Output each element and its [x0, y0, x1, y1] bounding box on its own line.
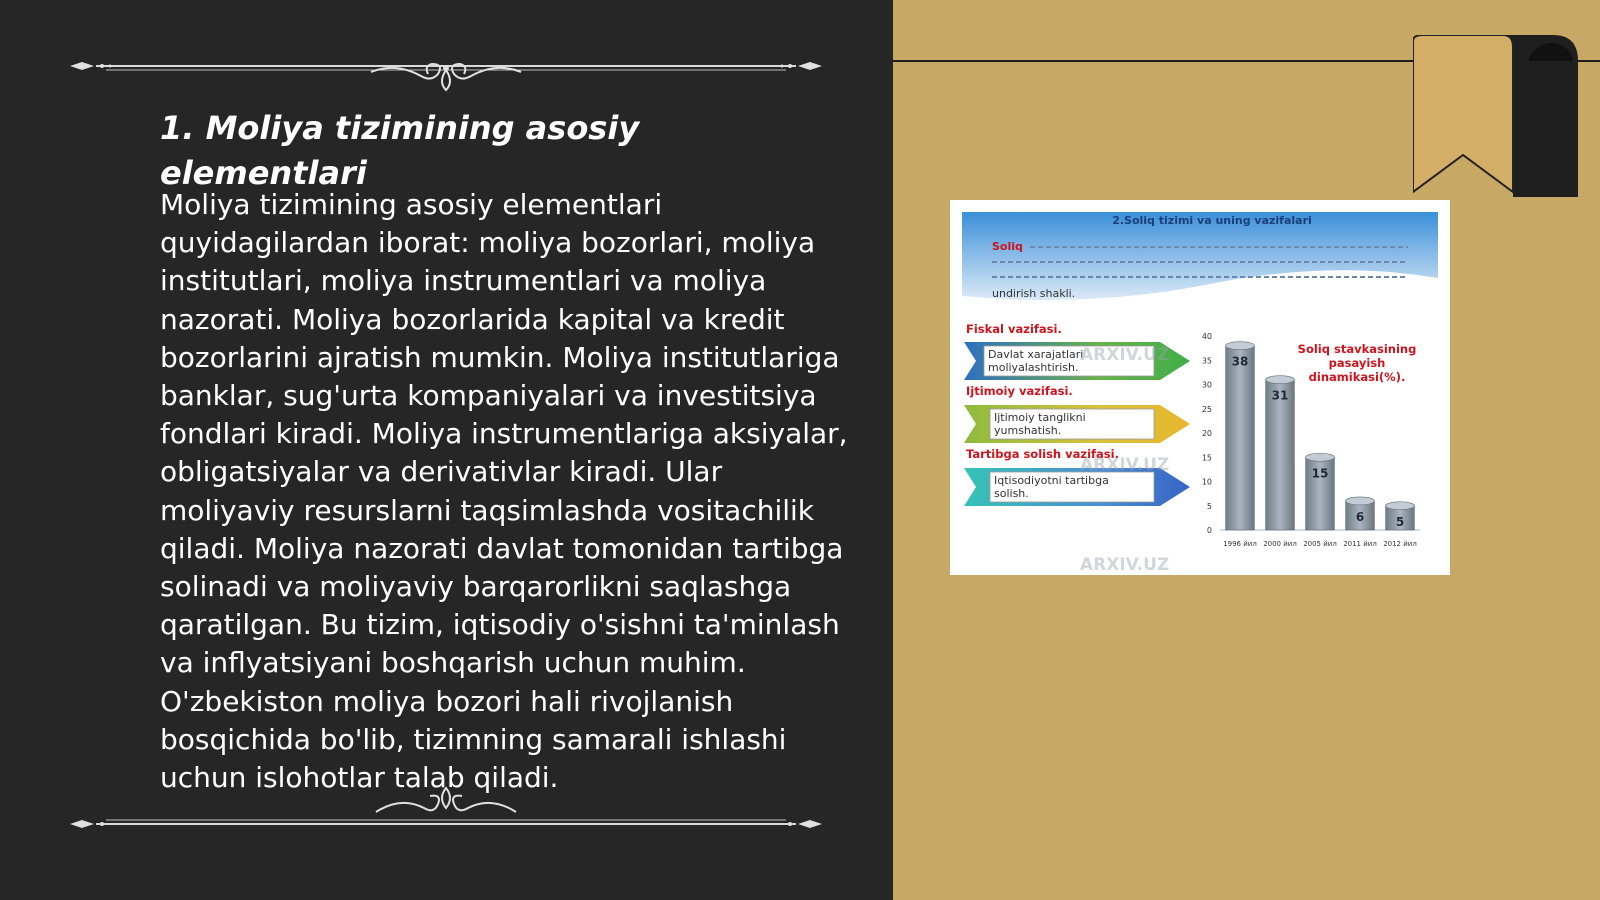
x-category-label: 2000 йил	[1263, 540, 1297, 548]
definition-end: undirish shakli.	[992, 287, 1076, 300]
bar	[1226, 346, 1255, 530]
y-tick-label: 35	[1201, 356, 1212, 366]
function-title: Fiskal vazifasi.	[966, 322, 1062, 336]
y-tick-label: 10	[1201, 477, 1212, 487]
picture-header: 2.Soliq tizimi va uning vazifalari	[1112, 214, 1312, 227]
y-tick-label: 30	[1201, 380, 1212, 390]
soliq-tizimi-image	[950, 200, 1450, 575]
bar-cap	[1386, 502, 1415, 510]
chart-caption-line3: dinamikasi(%).	[1308, 370, 1406, 384]
y-tick-label: 20	[1201, 429, 1212, 438]
bar-cap	[1266, 376, 1295, 384]
slide-body-text: Moliya tizimining asosiy elementlari quyidagilardan iborat: moliya bozorlari, moliya institutlari, moliya instrumentlari va moliya nazorati. Moliya bozorlarida kapital va kredit bozorlarini ajratish mumkin. Moliya institutlariga banklar, sug'urta kompaniyalari va investitsiya fondlari kiradi. Moliya instrumentlariga aksiyalar, obligatsiyalar va derivativlar kiradi. Ular moliyaviy resurslarni taqsimlashda vositachilik qiladi. Moliya nazorati davlat tomonidan tartibga solinadi va moliyaviy barqarorlikni saqlashga qaratilgan. Bu tizim, iqtisodiy o'sishni ta'minlash va inflyatsiyani boshqarish uchun muhim. O'zbekiston moliya bozori hali rivojlanish bosqichida bo'lib, tizimning samarali ishlashi uchun islohotlar talab qiladi.	[160, 188, 848, 795]
watermark: ARXIV.UZ	[1080, 555, 1170, 575]
function-text-line2: solish.	[994, 487, 1029, 500]
y-tick-label: 15	[1201, 453, 1212, 463]
watermark: ARXIV.UZ	[1080, 345, 1170, 365]
x-category-label: 2011 йил	[1343, 540, 1377, 548]
function-title: Ijtimoiy vazifasi.	[966, 384, 1073, 398]
y-tick-label: 40	[1201, 332, 1212, 341]
function-text-line2: moliyalashtirish.	[988, 361, 1079, 374]
function-text-line1: Davlat xarajatlari	[988, 348, 1084, 361]
y-tick-label: 25	[1201, 404, 1212, 414]
function-text-line1: Iqtisodiyotni tartibga	[994, 474, 1109, 487]
y-tick-label: 0	[1206, 526, 1212, 535]
bar-value-label: 6	[1355, 509, 1365, 524]
x-category-label: 2012 йил	[1383, 540, 1417, 548]
chart-caption-line2: pasayish	[1328, 356, 1386, 370]
y-tick-label: 5	[1206, 501, 1212, 511]
bar-cap	[1226, 342, 1255, 350]
bar-value-label: 38	[1231, 354, 1249, 369]
bar-cap	[1346, 497, 1375, 505]
bar-value-label: 5	[1395, 514, 1405, 529]
watermark: ARXIV.UZ	[1080, 455, 1170, 475]
bar-value-label: 31	[1271, 388, 1289, 403]
bookmark-ribbon-icon	[1413, 35, 1578, 197]
top-ornament-divider	[66, 42, 826, 92]
function-text-line2: yumshatish.	[994, 424, 1062, 437]
bar-cap	[1306, 453, 1335, 461]
function-text-line1: Ijtimoiy tanglikni	[994, 411, 1086, 424]
bottom-ornament-divider	[66, 782, 826, 832]
x-category-label: 1996 йил	[1223, 540, 1257, 548]
bar-value-label: 15	[1311, 466, 1329, 481]
definition-keyword: Soliq	[992, 240, 1023, 253]
x-category-label: 2005 йил	[1303, 540, 1337, 548]
slide-title: 1. Moliya tizimining asosiy elementlari	[160, 109, 640, 192]
chart-caption-line1: Soliq stavkasining	[1297, 342, 1417, 356]
function-title: Tartibga solish vazifasi.	[966, 447, 1119, 461]
